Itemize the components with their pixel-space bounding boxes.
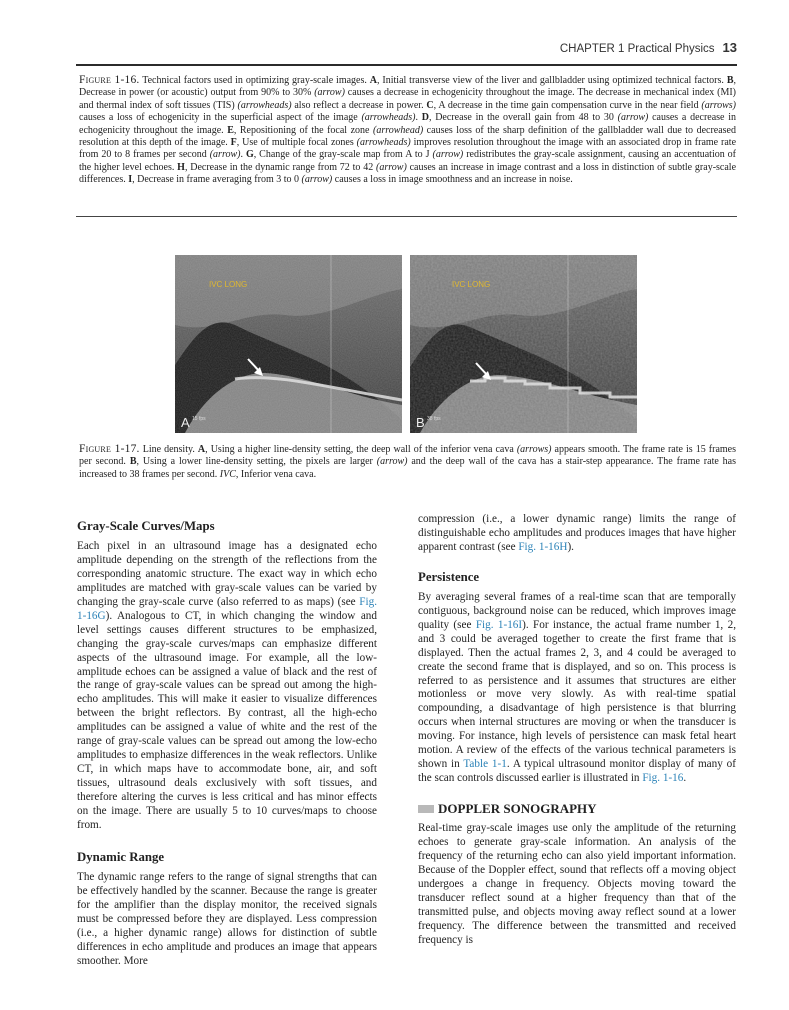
text-run: By averaging several frames of a real-time scan that are temporally contiguous, background noise can be reduced, which improves image quality (see xyxy=(418,590,736,631)
text-run: Real-time gray-scale images use only the amplitude of the returning echoes to generate gray-scale information. An analysis of the frequency of the returning echo can also yield important information. Because of the Doppler effect, sound that reflects off a moving object undergoes a change in frequency. Objects moving toward the transducer reflect sound at a higher frequency than that of the transmitted pulse, and objects moving away reflect sound at a lower frequency. The difference between the transmitted and received frequency is xyxy=(418,822,736,946)
text-run: Technical factors used in optimizing gray-scale images. xyxy=(139,75,370,86)
text-run: D xyxy=(421,112,429,124)
text-run: IVC xyxy=(219,468,236,480)
text-run: E xyxy=(227,124,234,136)
text-run: . xyxy=(240,149,246,161)
text-run: A xyxy=(369,75,377,86)
text-run: H xyxy=(177,161,185,173)
text-run: I xyxy=(128,174,133,186)
text-run: , Inferior vena cava. xyxy=(235,468,317,480)
text-run: causes loss of the sharp definition of the gallbladder wall due to decreased resolution at this depth of the image. xyxy=(79,124,736,149)
text-run: causes a loss of echogenicity in the superficial aspect of the image xyxy=(79,112,362,124)
text-run: (arrow) xyxy=(314,87,345,99)
fps-readout-b: 38 fps xyxy=(427,416,441,422)
text-run: ). xyxy=(567,540,574,553)
panel-letter-b: B xyxy=(416,415,425,430)
text-run: causes a decrease in echogenicity throughout the image. The decrease in mechanical index (MI) and thermal index of soft tissues (TIS) xyxy=(79,87,736,111)
text-run: , Decrease in the dynamic range from 72 to 42 xyxy=(184,161,377,173)
right-column xyxy=(418,513,736,948)
paragraph-doppler xyxy=(418,822,736,948)
figure-1-16-caption xyxy=(79,74,736,187)
text-run: (arrow) xyxy=(301,174,333,186)
text-run: Line density. xyxy=(139,444,198,455)
text-run: also reflect a decrease in power. xyxy=(291,99,427,111)
heading-persistence: Persistence xyxy=(418,569,480,584)
text-run: (arrowheads) xyxy=(237,99,292,111)
ivc-label-b: IVC LONG xyxy=(452,280,491,289)
figure-1-16-label: Figure 1-16. xyxy=(79,74,140,86)
text-run: Each pixel in an ultrasound image has a designated echo amplitude depending on the strength of the reflections from the corresponding anatomic structure. The exact way in which echo amplitudes are matched with gray-scale values can be varied by changing the gray-scale curve (also referred to as maps) (see xyxy=(77,539,377,608)
text-run: F xyxy=(230,137,237,149)
text-run: The dynamic range refers to the range of signal strengths that can be effectively handled by the scanner. Because the range is greater for the amplifier than the display monitor, the received signals must be compressed before they are displayed. Less compression (i.e., a higher dynamic range) allows for distinction of subtle differences in echo amplitude and produces an image that appears smoother. More xyxy=(77,870,377,967)
text-run: , Repositioning of the focal zone xyxy=(233,124,373,136)
text-run: , A decrease in the time gain compensation curve in the near field xyxy=(433,99,702,111)
figure-1-17-text xyxy=(79,444,736,480)
text-run: (arrow) xyxy=(376,161,407,173)
text-run: (arrowhead) xyxy=(372,124,424,136)
figure-reference-link[interactable]: Fig. 1-16 xyxy=(642,772,684,785)
panel-letter-a: A xyxy=(181,415,190,430)
figure-1-17-caption xyxy=(79,443,736,481)
text-run: , Use of multiple focal zones xyxy=(236,137,357,149)
text-run: , Using a lower line-density setting, the pixels are larger xyxy=(136,456,377,468)
caption-divider xyxy=(76,216,737,217)
text-run: . xyxy=(415,112,422,124)
text-run: causes an increase in image contrast and a loss in distinction of subtle gray-scale differences. xyxy=(79,161,737,186)
text-run: B xyxy=(726,75,734,86)
section-bar-icon xyxy=(418,805,434,813)
text-run: improves resolution throughout the image with an associated drop in frame rate from 20 to 8 frames per second xyxy=(79,137,737,161)
figure-1-16-text xyxy=(79,75,736,185)
text-run: (arrow) xyxy=(617,112,649,124)
fps-readout-a: 15 fps xyxy=(192,416,206,422)
text-run: , Initial transverse view of the liver and gallbladder using optimized technical factors. xyxy=(377,75,727,86)
text-run: (arrows) xyxy=(701,99,737,111)
text-run: B xyxy=(129,456,137,468)
ultrasound-image-b xyxy=(410,255,637,433)
text-run: causes a loss in image smoothness and an increase in noise. xyxy=(332,174,573,186)
figure-reference-link[interactable]: Fig. 1-16I xyxy=(475,618,523,631)
heading-dynamic-range: Dynamic Range xyxy=(77,849,165,864)
heading-doppler-sonography xyxy=(418,802,736,816)
figure-reference-link[interactable]: Table 1-1 xyxy=(463,758,507,771)
paragraph-persistence xyxy=(418,591,736,786)
text-run: (arrow) xyxy=(376,456,408,468)
paragraph-compression-continued xyxy=(418,513,736,555)
heading-gray-scale-curves: Gray-Scale Curves/Maps xyxy=(77,519,215,533)
page-number: 13 xyxy=(722,40,737,55)
text-run: redistributes the gray-scale assignment, causing an accentuation of the higher level echoes. xyxy=(79,149,737,173)
text-run: , Decrease in the overall gain from 48 to 30 xyxy=(428,112,618,124)
text-run: , Using a higher line-density setting, the deep wall of the inferior vena cava xyxy=(205,444,517,455)
text-run: causes a decrease in echogenicity throughout the image. xyxy=(79,112,737,136)
paragraph-dynamic-range xyxy=(77,871,377,969)
text-run: , Decrease in frame averaging from 3 to 0 xyxy=(132,174,302,186)
text-run: , Decrease in power (or acoustic) output from 90% to 30% xyxy=(79,75,736,99)
text-run: compression (i.e., a lower dynamic range) limits the range of distinguishable echo amplitudes and produces images that have higher apparent contrast (see xyxy=(418,513,736,553)
text-run: . xyxy=(683,772,687,785)
text-run: (arrows) xyxy=(516,444,552,455)
paragraph-gray-scale xyxy=(77,540,377,833)
text-run: ). Analogous to CT, in which changing the window and level settings causes different structures to be emphasized, changing the gray-scale curves/maps can emphasize different aspects of the ultrasound image. For example, all the low-amplitude echoes can be assigned a value of black and the rest of the range of gray-scale values can be spread out among the high-echo amplitudes. This will make it easier to visualize differences between the bright reflectors. By contrast, all the high-echo amplitudes can be assigned a value of white and the rest of the range of gray-scale values can be spread out among the low-echo amplitudes to emphasize differences in the weak reflectors. Unlike CT, in which maps have to accommodate bone, air, and soft tissues, ultrasound deals exclusively with soft tissues, and therefore altering the curves is less critical and has minor effects on the image. There are usually 5 to 10 curves/maps to choose from. xyxy=(77,609,377,832)
top-rule xyxy=(76,64,737,66)
figure-reference-link[interactable]: Fig. 1-16G xyxy=(77,595,377,622)
text-run: C xyxy=(426,99,434,111)
text-run: appears smooth. The frame rate is 15 frames per second. xyxy=(79,444,737,468)
text-run: , Change of the gray-scale map from A to J xyxy=(253,149,433,161)
text-run: and the deep wall of the cava has a stair-step appearance. The frame rate has increased to 38 frames per second. xyxy=(79,456,737,480)
ivc-label-a: IVC LONG xyxy=(209,280,248,289)
figure-1-17-label: Figure 1-17. xyxy=(79,443,140,455)
ultrasound-image-a xyxy=(175,255,402,433)
text-run: (arrow) xyxy=(209,149,241,161)
text-run: (arrowheads) xyxy=(356,137,411,149)
text-run: . A typical ultrasound monitor display of many of the scan controls discussed earlier is illustrated in xyxy=(418,758,736,785)
text-run: (arrow) xyxy=(432,149,464,161)
running-header xyxy=(560,40,737,55)
figure-reference-link[interactable]: Fig. 1-16H xyxy=(518,540,568,553)
heading-doppler-text: DOPPLER SONOGRAPHY xyxy=(438,801,597,817)
text-run: ). For instance, the actual frame number 1, 2, and 3 could be averaged together to create the first frame that is displayed. Then the actual frames 2, 3, and 4 could be averaged to create the second frame that is displayed, and so on. This process is referred to as persistence and it assumes that structures are either motionless or move very slowly. As with real-time spatial compounding, a disadvantage of high persistence is that blurring occurs when internal structures are moving or when the transducer is moving. For instance, high levels of persistence can mask fetal heart motion. A review of the effects of the various technical parameters is shown in xyxy=(418,618,736,771)
left-column xyxy=(77,520,377,969)
text-run: (arrowheads) xyxy=(361,112,416,124)
text-run: A xyxy=(197,444,206,455)
chapter-title: CHAPTER 1 Practical Physics xyxy=(559,43,715,55)
text-run: G xyxy=(245,149,254,161)
